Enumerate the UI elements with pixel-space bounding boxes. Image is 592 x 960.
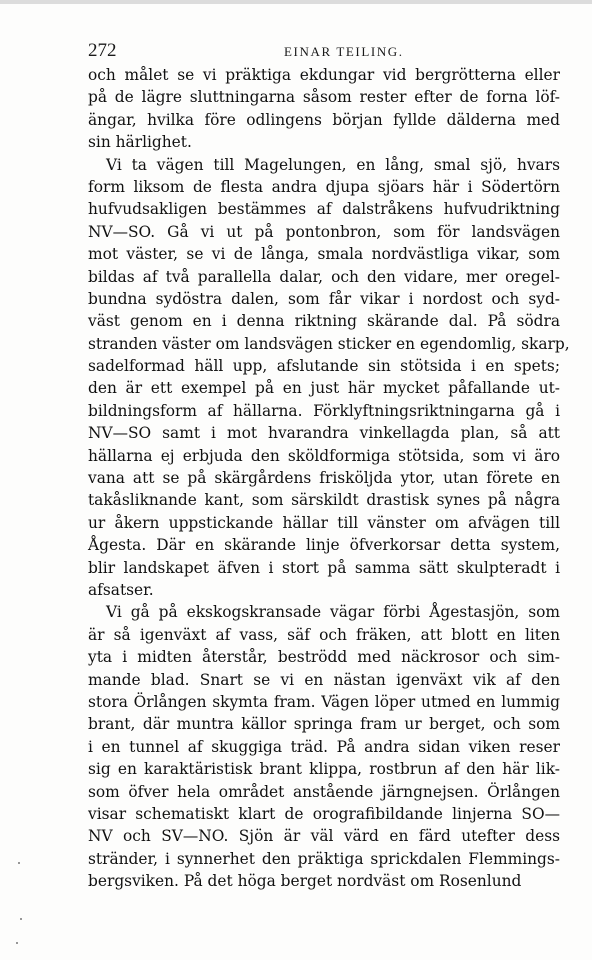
text-line: hufvudsakligen bestämmes af dalstråkens hufvudriktning — [88, 200, 560, 219]
text-line: ur åkern uppstickande hällar till vänster om afvägen till — [88, 513, 560, 532]
text-line: mande blad. Snart se vi en nästan igenväxt vik af den — [88, 670, 560, 689]
text-line: mot väster, se vi de långa, smala nordvästliga vikar, som — [88, 245, 560, 264]
text-line: brant, där muntra källor springa fram ur berget, och som — [88, 715, 560, 734]
scan-edge — [0, 0, 592, 4]
text-line: blir landskapet äfven i stort på samma sätt skulpteradt i — [88, 558, 560, 577]
text-line: afsatser. — [88, 580, 154, 599]
text-line: stora Örlången skymta fram. Vägen löper utmed en lummig — [88, 692, 560, 711]
text-line: väst genom en i denna riktning skärande dal. På södra — [88, 312, 560, 331]
text-line: sin härlighet. — [88, 133, 192, 152]
text-line: är så igenväxt af vass, säf och fräken, att blott en liten — [88, 625, 560, 644]
text-line: hällarna ej erbjuda den sköldformiga stötsida, som vi äro — [88, 446, 560, 465]
text-line: den är ett exempel på en just här mycket påfallande ut- — [88, 379, 560, 398]
text-line: bildningsform af hällarna. Förklyftningsriktningarna gå i — [88, 401, 560, 420]
text-line: bundna sydöstra dalen, som får vikar i nordost och syd- — [88, 289, 560, 308]
text-line: ängar, hvilka före odlingens början fyllde dälderna med — [88, 110, 560, 129]
text-line: på de lägre sluttningarna såsom rester efter de forna löf- — [88, 88, 560, 107]
text-line: Vi ta vägen till Magelungen, en lång, smal sjö, hvars — [106, 155, 560, 174]
text-line: form liksom de flesta andra djupa sjöars här i Södertörn — [88, 177, 560, 196]
text-line: NV—SO. Gå vi ut på pontonbron, som för landsvägen — [88, 222, 560, 241]
text-line: och målet se vi präktiga ekdungar vid bergrötterna eller — [88, 66, 560, 84]
text-line: NV—SO samt i mot hvarandra vinkellagda plan, så att — [88, 424, 560, 443]
text-line: stranden väster om landsvägen sticker en egendomlig, skarp, — [88, 334, 570, 353]
scan-speck — [16, 942, 18, 944]
text-line: bergsviken. På det höga berget nordväst om Rosenlund — [88, 872, 522, 891]
scan-speck — [20, 918, 22, 920]
text-line: sig en karaktäristisk brant klippa, rostbrun af den här lik- — [88, 760, 560, 779]
text-line: yta i midten återstår, beströdd med näckrosor och sim- — [88, 648, 560, 667]
running-head: EINAR TEILING. — [284, 44, 404, 59]
text-line: som öfver hela området anstående järngnejsen. Örlången — [88, 782, 560, 801]
page-number: 272 — [88, 40, 117, 61]
text-line: vana att se på skärgårdens frisköljda ytor, utan förete en — [88, 469, 560, 488]
text-line: Ågesta. Där en skärande linje öfverkorsar detta system, — [88, 536, 560, 555]
scan-speck — [18, 862, 20, 864]
text-line: NV och SV—NO. Sjön är väl värd en färd utefter dess — [88, 827, 560, 846]
page-header — [88, 40, 558, 62]
body-text — [88, 64, 570, 892]
text-line: takåsliknande kant, som särskildt drastisk synes på några — [88, 491, 560, 510]
text-line: sadelformad häll upp, afslutande sin stötsida i en spets; — [88, 357, 560, 376]
text-line: stränder, i synnerhet den präktiga sprickdalen Flemmings- — [88, 849, 560, 868]
text-line: i en tunnel af skuggiga träd. På andra sidan viken reser — [88, 737, 560, 756]
text-line: bildas af två parallella dalar, och den vidare, mer oregel- — [88, 267, 560, 286]
text-line: Vi gå på ekskogskransade vägar förbi Ågestasjön, som — [106, 603, 560, 622]
text-line: visar schematiskt klart de orografibildande linjerna SO— — [88, 804, 560, 823]
